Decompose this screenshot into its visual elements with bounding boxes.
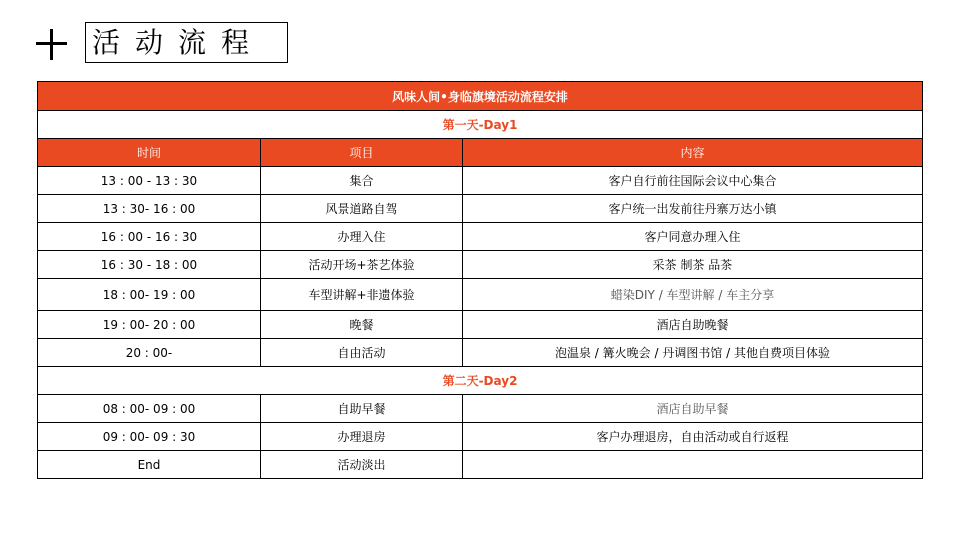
time-cell: 16 : 00 - 16 : 30 [38, 223, 261, 251]
table-row [38, 451, 923, 479]
item-cell: 风景道路自驾 [261, 195, 463, 223]
table-row [38, 423, 923, 451]
content-cell: 酒店自助早餐 [463, 395, 923, 423]
page-title: 活动流程 [85, 22, 288, 63]
time-cell: 16 : 30 - 18 : 00 [38, 251, 261, 279]
table-banner: 风味人间•身临旗境活动流程安排 [38, 82, 923, 111]
column-header-item: 项目 [261, 139, 463, 167]
content-cell: 客户统一出发前往丹寨万达小镇 [463, 195, 923, 223]
time-cell: 20 : 00- [38, 339, 261, 367]
content-cell: 客户同意办理入住 [463, 223, 923, 251]
item-cell: 自助早餐 [261, 395, 463, 423]
item-cell: 办理入住 [261, 223, 463, 251]
time-cell: 18 : 00- 19 : 00 [38, 279, 261, 311]
schedule-table [37, 81, 923, 479]
table-row [38, 279, 923, 311]
content-cell: 泡温泉 / 篝火晚会 / 丹调图书馆 / 其他自费项目体验 [463, 339, 923, 367]
time-cell: 13 : 00 - 13 : 30 [38, 167, 261, 195]
table-row [38, 167, 923, 195]
day1-label: 第一天-Day1 [38, 111, 923, 139]
content-cell: 酒店自助晚餐 [463, 311, 923, 339]
item-cell: 办理退房 [261, 423, 463, 451]
item-cell: 晚餐 [261, 311, 463, 339]
time-cell: 19 : 00- 20 : 00 [38, 311, 261, 339]
day1-row [38, 111, 923, 139]
table-row [38, 311, 923, 339]
day2-row [38, 367, 923, 395]
item-cell: 自由活动 [261, 339, 463, 367]
table-banner-row [38, 82, 923, 111]
column-header-time: 时间 [38, 139, 261, 167]
table-row [38, 339, 923, 367]
content-cell [463, 451, 923, 479]
content-cell: 客户自行前往国际会议中心集合 [463, 167, 923, 195]
table-row [38, 223, 923, 251]
time-cell: 08 : 00- 09 : 00 [38, 395, 261, 423]
table-header-row [38, 139, 923, 167]
content-cell: 客户办理退房，自由活动或自行返程 [463, 423, 923, 451]
column-header-content: 内容 [463, 139, 923, 167]
item-cell: 集合 [261, 167, 463, 195]
time-cell: End [38, 451, 261, 479]
content-cell: 蜡染DIY / 车型讲解 / 车主分享 [463, 279, 923, 311]
item-cell: 活动开场+茶艺体验 [261, 251, 463, 279]
time-cell: 13 : 30- 16 : 00 [38, 195, 261, 223]
table-row [38, 395, 923, 423]
day2-label: 第二天-Day2 [38, 367, 923, 395]
content-cell: 采茶 制茶 品茶 [463, 251, 923, 279]
time-cell: 09 : 00- 09 : 30 [38, 423, 261, 451]
table-row [38, 195, 923, 223]
item-cell: 车型讲解+非遗体验 [261, 279, 463, 311]
table-row [38, 251, 923, 279]
plus-icon [36, 26, 67, 61]
item-cell: 活动淡出 [261, 451, 463, 479]
